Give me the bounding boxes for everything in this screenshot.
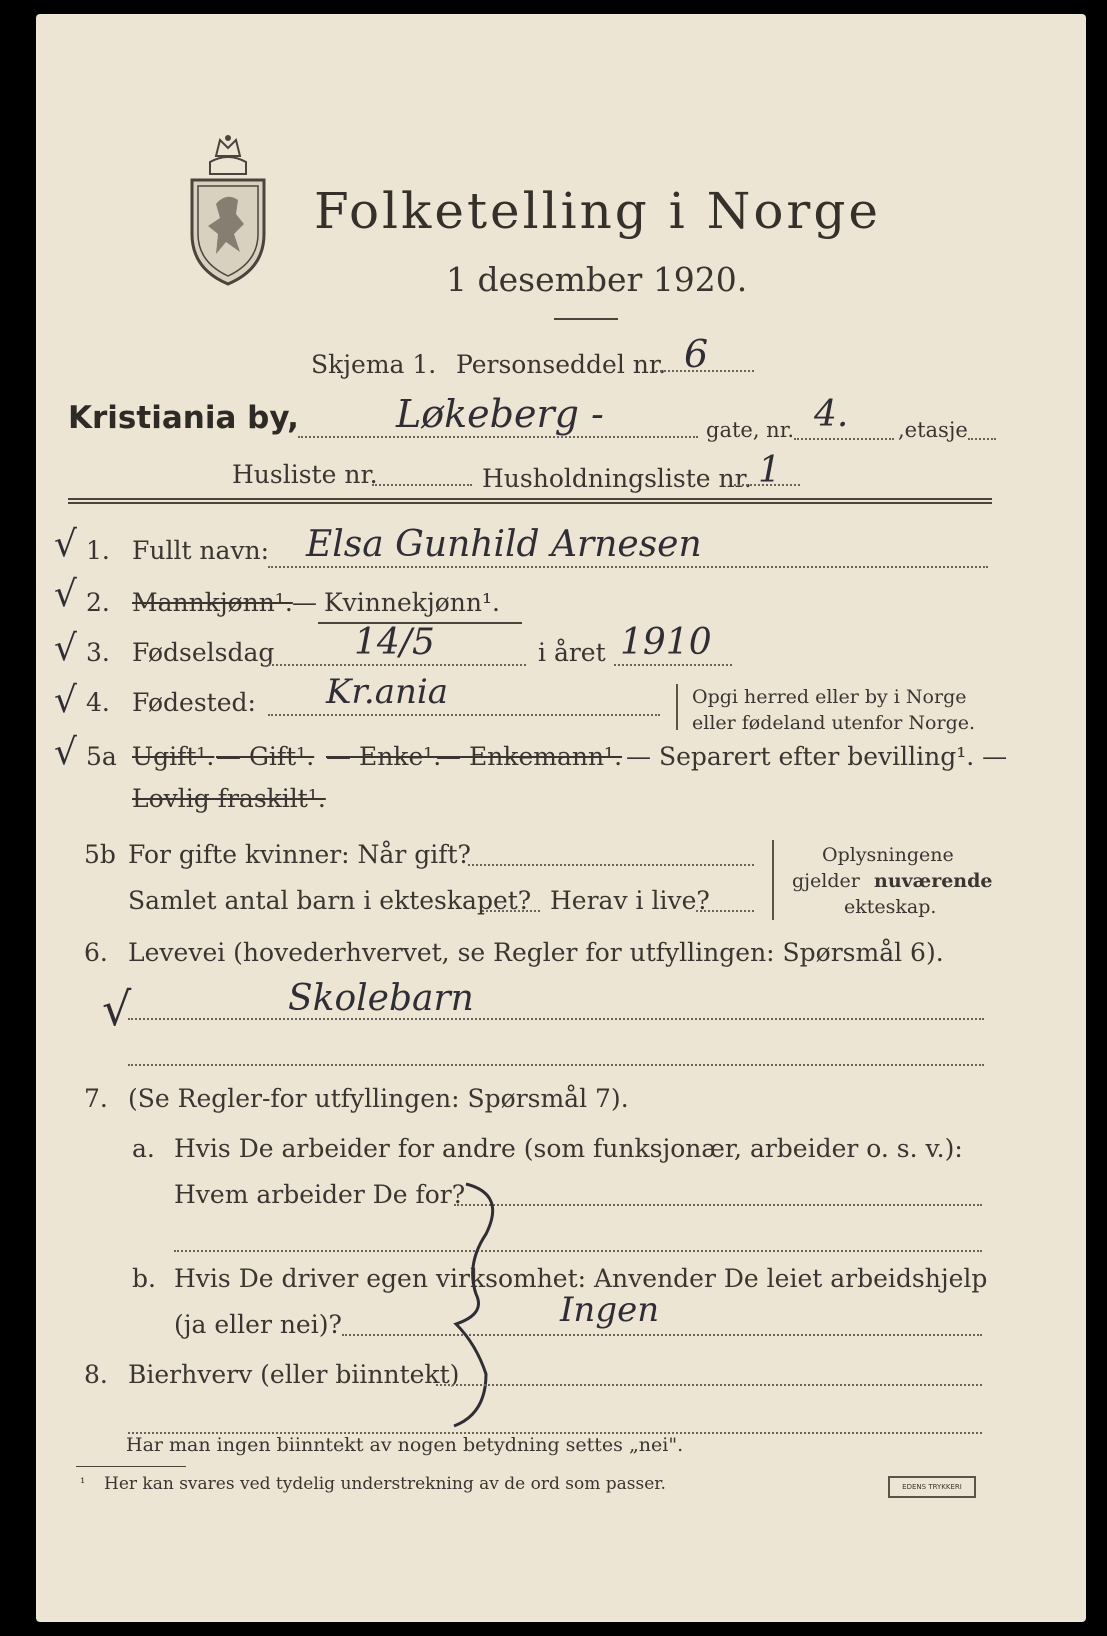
q1-label: Fullt navn: <box>132 536 270 565</box>
gate-label: gate, nr. <box>706 418 795 442</box>
husliste-line <box>372 484 472 486</box>
q7b-value[interactable]: Ingen <box>560 1290 660 1330</box>
q6-label: Levevei (hovederhvervet, se Regler for utfyllingen: Spørsmål 6). <box>128 938 944 967</box>
q6-line-2 <box>128 1064 984 1066</box>
q7-number: 7. <box>84 1084 108 1113</box>
q2-male: Mannkjønn¹. <box>132 588 293 617</box>
q5b-note-2b: nuværende <box>874 870 993 892</box>
schema-label: Skjema 1. <box>311 350 437 379</box>
q4-note-2: eller fødeland utenfor Norge. <box>692 712 976 734</box>
checkmark-q4: √ <box>54 680 77 721</box>
q2-female[interactable]: Kvinnekjønn¹. <box>324 588 500 617</box>
q5b-barn-label: Samlet antal barn i ekteskapet? <box>128 886 532 915</box>
footnote-mark: ¹ <box>80 1476 86 1491</box>
checkmark-q1: √ <box>54 524 77 565</box>
etasje-line <box>968 438 996 440</box>
q4-line <box>268 714 660 716</box>
q5a-ugift: Ugift¹. <box>132 742 215 771</box>
q3-number: 3. <box>86 638 110 667</box>
gate-line <box>794 438 894 440</box>
husholdning-value[interactable]: 1 <box>758 450 781 491</box>
q7a-line-1 <box>454 1204 982 1206</box>
personseddel-value[interactable]: 6 <box>684 332 709 376</box>
q3-value[interactable]: 14/5 <box>354 622 435 663</box>
q7-label: (Se Regler-for utfyllingen: Spørsmål 7). <box>128 1084 629 1113</box>
q5a-number: 5a <box>86 742 117 771</box>
q8-label: Bierhverv (eller biinntekt) <box>128 1360 460 1389</box>
q6-value[interactable]: Skolebarn <box>288 978 474 1019</box>
title-divider <box>554 318 618 320</box>
footnote-rule <box>76 1466 186 1467</box>
q3-line <box>268 664 526 666</box>
etasje-label: ,etasje <box>898 418 968 442</box>
street-line <box>298 436 698 438</box>
q7a-number: a. <box>132 1134 155 1163</box>
q8-line-1 <box>436 1384 982 1386</box>
husliste-label: Husliste nr. <box>232 460 378 489</box>
q5b-note-bracket <box>772 840 774 920</box>
census-date: 1 desember 1920. <box>446 260 748 299</box>
coat-of-arms-icon <box>186 134 270 286</box>
q5a-enke: — Enke¹. <box>326 742 442 771</box>
q6-line-1 <box>128 1018 984 1020</box>
q7b-question: (ja eller nei)? <box>174 1310 342 1339</box>
footer-note: Har man ingen biinntekt av nogen betydning settes „nei". <box>126 1434 684 1456</box>
checkmark-q3: √ <box>54 628 77 669</box>
q5b-label: For gifte kvinner: Når gift? <box>128 840 471 869</box>
q7a-text: Hvis De arbeider for andre (som funksjonær, arbeider o. s. v.): <box>174 1134 963 1163</box>
q5a-enkemann: — Enkemann¹. <box>436 742 623 771</box>
q7b-number: b. <box>132 1264 156 1293</box>
q5b-live-label: Herav i live? <box>550 886 710 915</box>
q7b-text: Hvis De driver egen virksomhet: Anvender De leiet arbeidshjelp <box>174 1264 988 1293</box>
q5b-number: 5b <box>84 840 116 869</box>
q4-value[interactable]: Kr.ania <box>326 672 449 712</box>
q4-note-1: Opgi herred eller by i Norge <box>692 686 967 708</box>
q8-number: 8. <box>84 1360 108 1389</box>
q4-note-bracket <box>676 684 678 730</box>
handwritten-brace-icon <box>436 1174 516 1434</box>
q5a-fraskilt: Lovlig fraskilt¹. <box>132 784 326 813</box>
q3-year-label: i året <box>538 638 606 667</box>
q3-year-value[interactable]: 1910 <box>620 622 712 663</box>
q5a-separert: — Separert efter bevilling¹. — <box>626 742 1008 771</box>
printer-stamp: EDENS TRYKKERI <box>888 1476 976 1498</box>
q5b-note-1: Oplysningene <box>822 844 954 866</box>
checkmark-q6: √ <box>102 982 132 1036</box>
city-label: Kristiania by, <box>68 400 299 436</box>
q5b-note-2a: gjelder <box>792 870 860 892</box>
form-title: Folketelling i Norge <box>314 182 881 240</box>
q5b-note-3: ekteskap. <box>844 896 937 918</box>
q2-number: 2. <box>86 588 110 617</box>
footnote-text: Her kan svares ved tydelig understrekning av de ord som passer. <box>104 1474 666 1494</box>
q3-year-line <box>614 664 732 666</box>
checkmark-q2: √ <box>54 574 77 615</box>
q6-number: 6. <box>84 938 108 967</box>
q3-label: Fødselsdag <box>132 638 275 667</box>
q5b-married-line <box>468 864 754 866</box>
q7a-line-2 <box>174 1250 982 1252</box>
q1-value[interactable]: Elsa Gunhild Arnesen <box>306 524 702 565</box>
personseddel-label: Personseddel nr. <box>456 350 667 379</box>
q5b-barn-line <box>482 910 540 912</box>
street-value[interactable]: Løkeberg - <box>396 392 604 436</box>
q5a-gift: — Gift¹. <box>216 742 315 771</box>
q2-separator: — <box>292 588 317 617</box>
q4-number: 4. <box>86 688 110 717</box>
q7a-question: Hvem arbeider De for? <box>174 1180 466 1209</box>
q1-line <box>268 566 988 568</box>
header-divider-bottom <box>68 502 992 504</box>
q1-number: 1. <box>86 536 110 565</box>
husholdning-label: Husholdningsliste nr. <box>482 464 752 493</box>
q4-label: Fødested: <box>132 688 256 717</box>
census-form <box>36 14 1086 1622</box>
gate-value[interactable]: 4. <box>814 394 849 435</box>
checkmark-q5a: √ <box>54 732 77 773</box>
q5b-live-line <box>696 910 754 912</box>
header-divider-top <box>68 498 992 500</box>
